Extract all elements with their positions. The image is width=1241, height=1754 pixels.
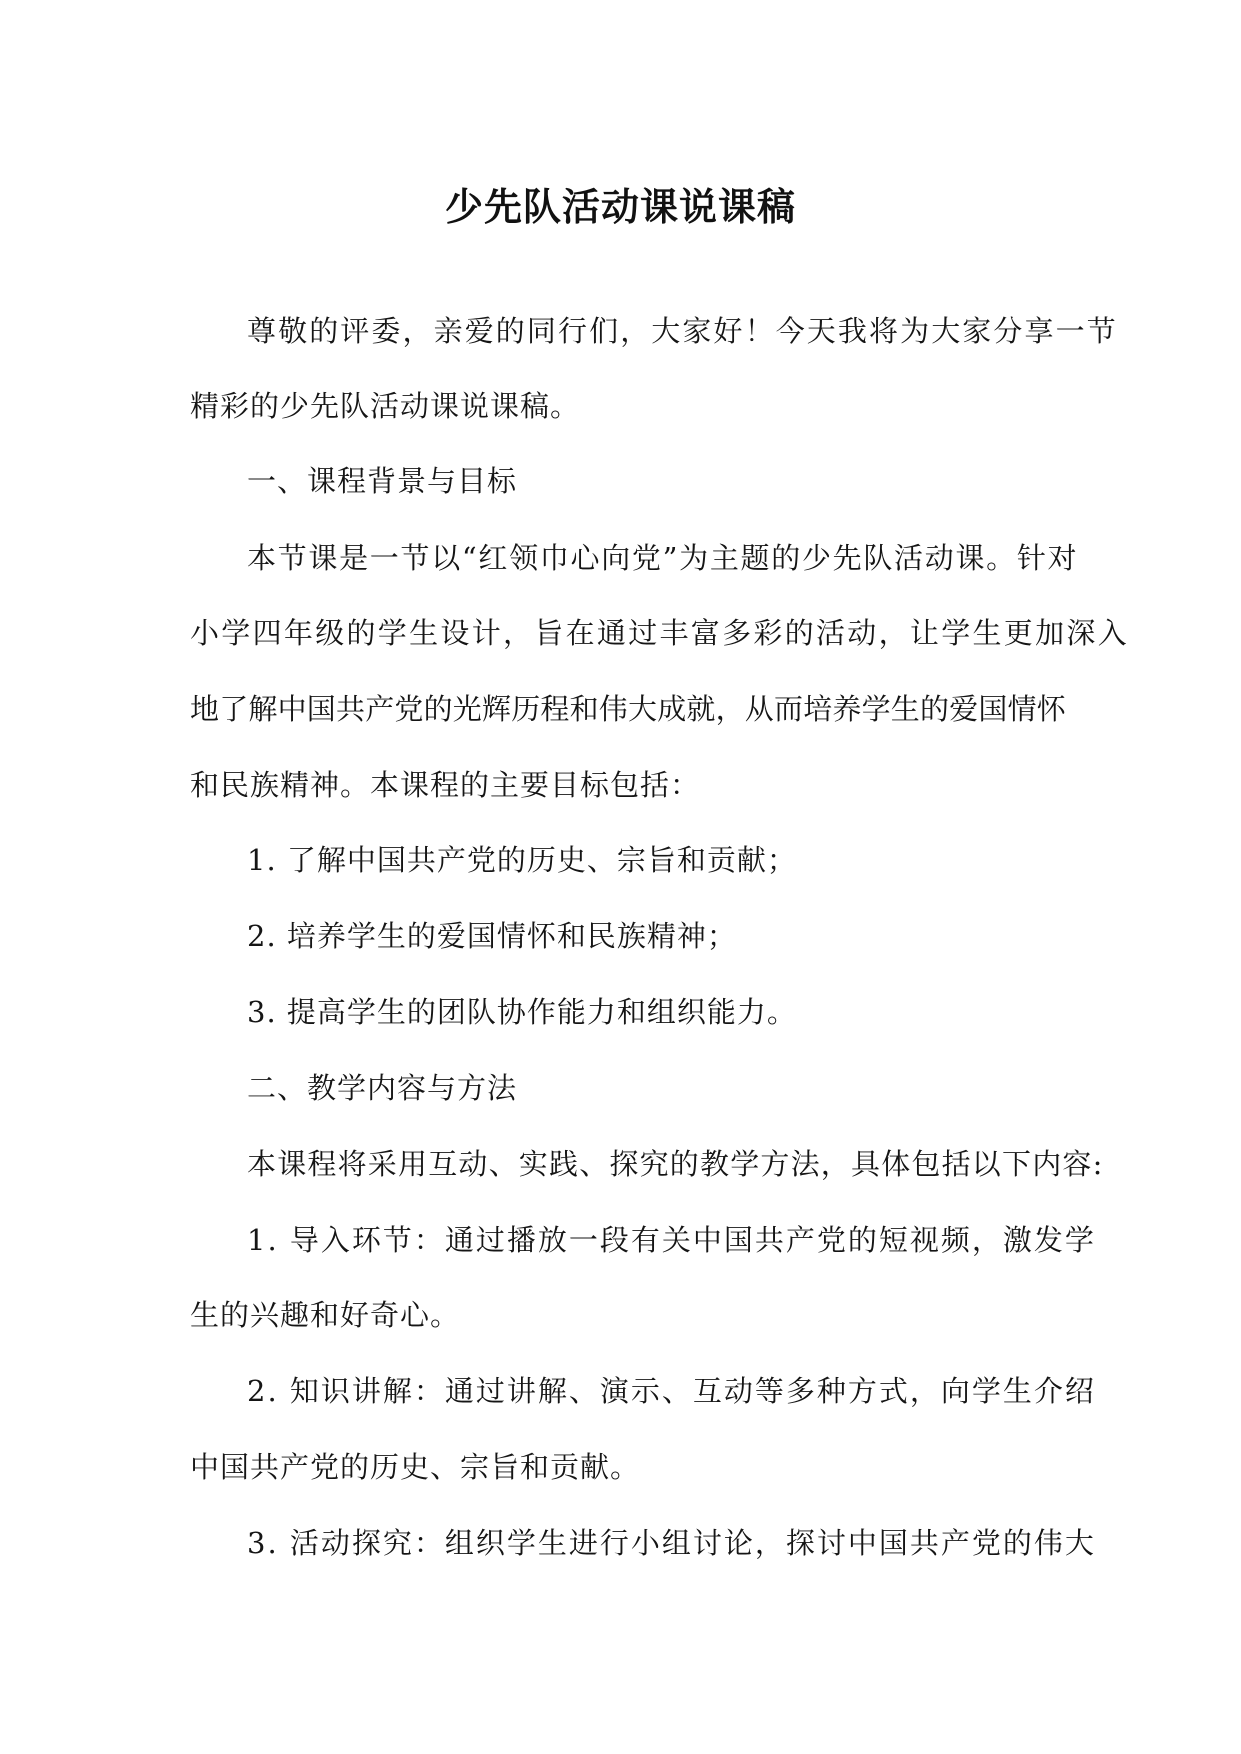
section-heading: 二、教学内容与方法 [247,1071,518,1105]
list-item: 1. 了解中国共产党的历史、宗旨和贡献； [247,843,797,877]
paragraph-line: 地了解中国共产党的光辉历程和伟大成就，从而培养学生的爱国情怀 [190,692,1067,726]
paragraph-line: 本课程将采用互动、实践、探究的教学方法，具体包括以下内容: [247,1147,1104,1181]
page-title: 少先队活动课说课稿 [444,184,796,229]
paragraph-line: 和民族精神。本课程的主要目标包括： [190,768,701,802]
list-item: 3. 活动探究：组织学生进行小组讨论，探讨中国共产党的伟大 [247,1526,1096,1560]
paragraph-line: 尊敬的评委，亲爱的同行们，大家好！今天我将为大家分享一节 [247,314,1118,348]
list-item: 2. 培养学生的爱国情怀和民族精神； [247,919,737,953]
list-item: 2. 知识讲解：通过讲解、演示、互动等多种方式，向学生介绍 [247,1374,1096,1408]
paragraph-line: 小学四年级的学生设计，旨在通过丰富多彩的活动，让学生更加深入 [190,616,1130,650]
list-item-continuation: 中国共产党的历史、宗旨和贡献。 [190,1450,641,1484]
paragraph-line: 精彩的少先队活动课说课稿。 [190,389,581,423]
list-item: 1. 导入环节：通过播放一段有关中国共产党的短视频，激发学 [247,1223,1096,1257]
list-item: 3. 提高学生的团队协作能力和组织能力。 [247,995,797,1029]
paragraph-line: 本节课是一节以“红领巾心向党”为主题的少先队活动课。针对 [247,541,1079,575]
list-item-continuation: 生的兴趣和好奇心。 [190,1298,461,1332]
section-heading: 一、课程背景与目标 [247,464,518,498]
